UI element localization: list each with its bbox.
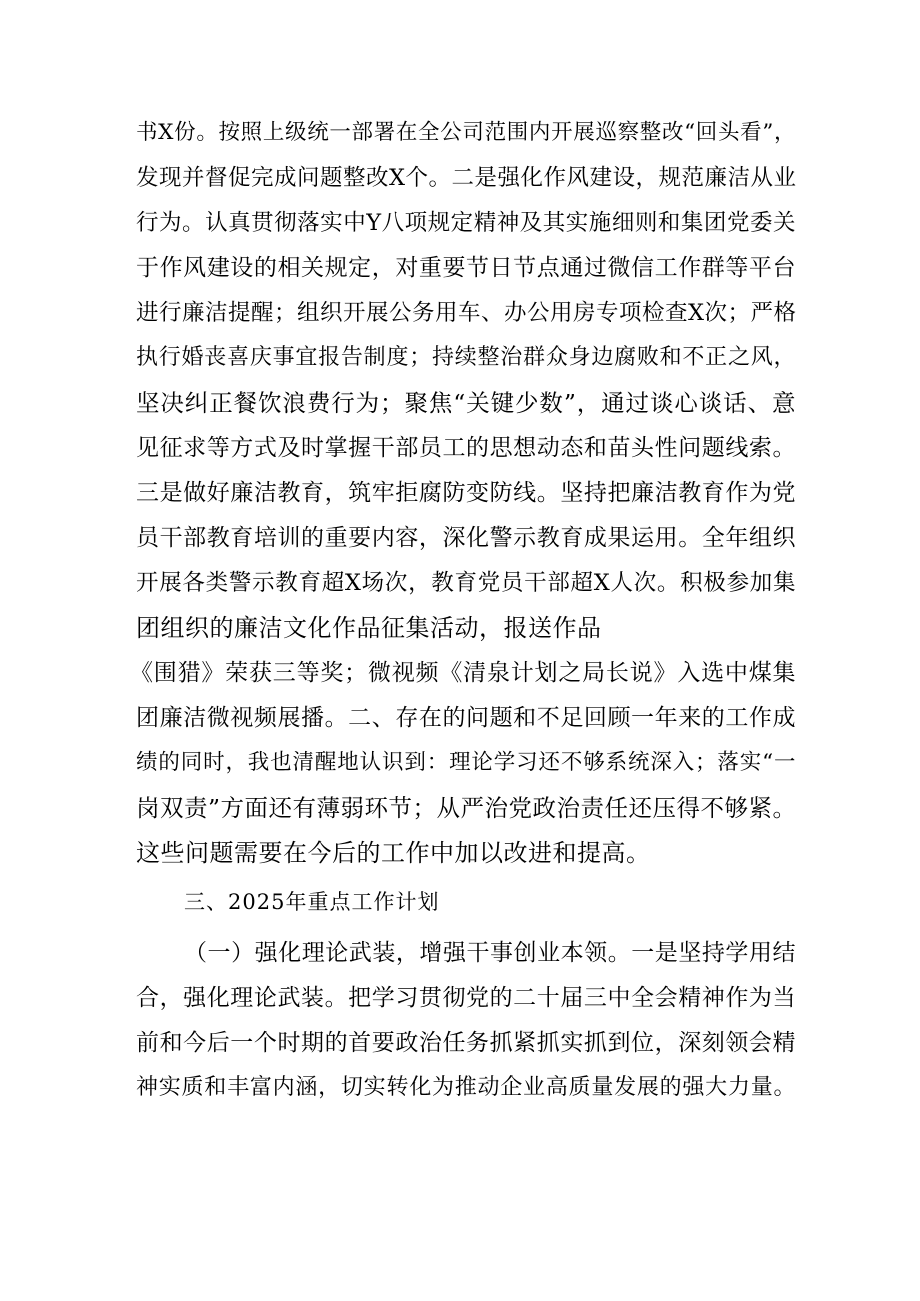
body-text-line: 团组织的廉洁文化作品征集活动，报送作品 (136, 614, 602, 642)
body-text-line: 书X份。按照上级统一部署在全公司范围内开展巡察整改“回头看”， (136, 120, 796, 145)
section-text-line: 神实质和丰富内涵，切实转化为推动企业高质量发展的强大力量。 (136, 1075, 796, 1100)
body-text-line: 三是做好廉洁教育，筑牢拒腐防变防线。坚持把廉洁教育作为党 (136, 480, 796, 506)
body-text-line: 坚决纠正餐饮浪费行为；聚焦“关键少数”，通过谈心谈话、意 (136, 389, 796, 417)
body-text-line: 行为。认真贯彻落实中Y八项规定精神及其实施细则和集团党委关 (136, 210, 796, 236)
body-text-line: 执行婚丧喜庆事宜报告制度；持续整治群众身边腐败和不正之风， (136, 345, 796, 370)
section-text-line: 合，强化理论武装。把学习贯彻党的二十届三中全会精神作为当 (136, 985, 796, 1011)
body-text-line: 这些问题需要在今后的工作中加以改进和提高。 (136, 839, 651, 867)
body-text-line: 发现并督促完成问题整改X个。二是强化作风建设，规范廉洁从业 (136, 165, 797, 191)
body-text-line: 开展各类警示教育超X场次，教育党员干部超X人次。积极参加集 (136, 570, 796, 596)
body-text-line: 绩的同时，我也清醒地认识到：理论学习还不够系统深入；落实“一 (136, 750, 796, 775)
body-text-line: 进行廉洁提醒；组织开展公务用车、办公用房专项检查X次；严格 (136, 300, 797, 326)
body-text-line: 团廉洁微视频展播。二、存在的问题和不足回顾一年来的工作成 (136, 705, 796, 731)
section-heading: 三、2025年重点工作计划 (184, 890, 440, 914)
body-text-line: 于作风建设的相关规定，对重要节日节点通过微信工作群等平台 (136, 255, 796, 281)
body-text-line: 见征求等方式及时掌握干部员工的思想动态和苗头性问题线索。 (136, 435, 796, 461)
section-text-line: （一）强化理论武装，增强干事创业本领。一是坚持学用结 (184, 940, 796, 966)
section-text-line: 前和今后一个时期的首要政治任务抓紧抓实抓到位，深刻领会精 (136, 1030, 796, 1056)
body-text-line: 《围猎》荣获三等奖；微视频《清泉计划之局长说》入选中煤集 (130, 660, 796, 686)
body-text-line: 岗双责”方面还有薄弱环节；从严治党政治责任还压得不够紧。 (136, 794, 797, 822)
body-text-line: 员干部教育培训的重要内容，深化警示教育成果运用。全年组织 (136, 525, 796, 551)
